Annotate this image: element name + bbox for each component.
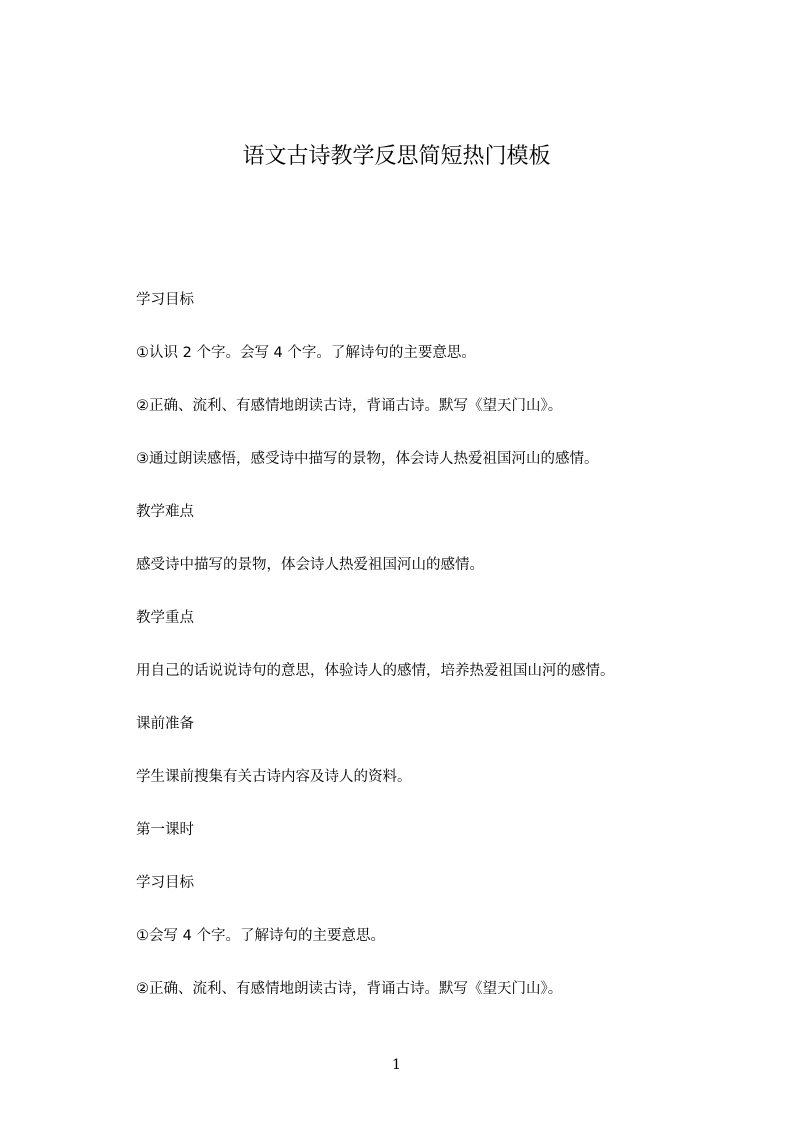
document-title: 语文古诗教学反思简短热门模板: [242, 144, 551, 169]
section-heading-teaching-focus: 教学重点: [136, 610, 194, 626]
goal-item-1-lesson: ①会写 4 个字。了解诗句的主要意思。: [136, 928, 385, 944]
teaching-focus-text: 用自己的话说说诗句的意思，体验诗人的感情，培养热爱祖国山河的感情。: [136, 663, 615, 679]
section-heading-first-lesson: 第一课时: [136, 822, 194, 838]
preparation-text: 学生课前搜集有关古诗内容及诗人的资料。: [136, 769, 412, 785]
section-heading-learning-goals: 学习目标: [136, 292, 194, 308]
goal-item-2-lesson: ②正确、流利、有感情地朗读古诗，背诵古诗。默写《望天门山》。: [136, 981, 563, 997]
page-number: 1: [392, 1057, 401, 1073]
goal-item-2: ②正确、流利、有感情地朗读古诗，背诵古诗。默写《望天门山》。: [136, 398, 563, 414]
section-heading-learning-goals-2: 学习目标: [136, 875, 194, 891]
section-heading-teaching-difficulty: 教学难点: [136, 504, 194, 520]
section-heading-preparation: 课前准备: [136, 716, 194, 732]
goal-item-1: ①认识 2 个字。会写 4 个字。了解诗句的主要意思。: [136, 345, 476, 361]
goal-item-3: ③通过朗读感悟，感受诗中描写的景物，体会诗人热爱祖国河山的感情。: [136, 451, 599, 467]
teaching-difficulty-text: 感受诗中描写的景物，体会诗人热爱祖国河山的感情。: [136, 557, 484, 573]
